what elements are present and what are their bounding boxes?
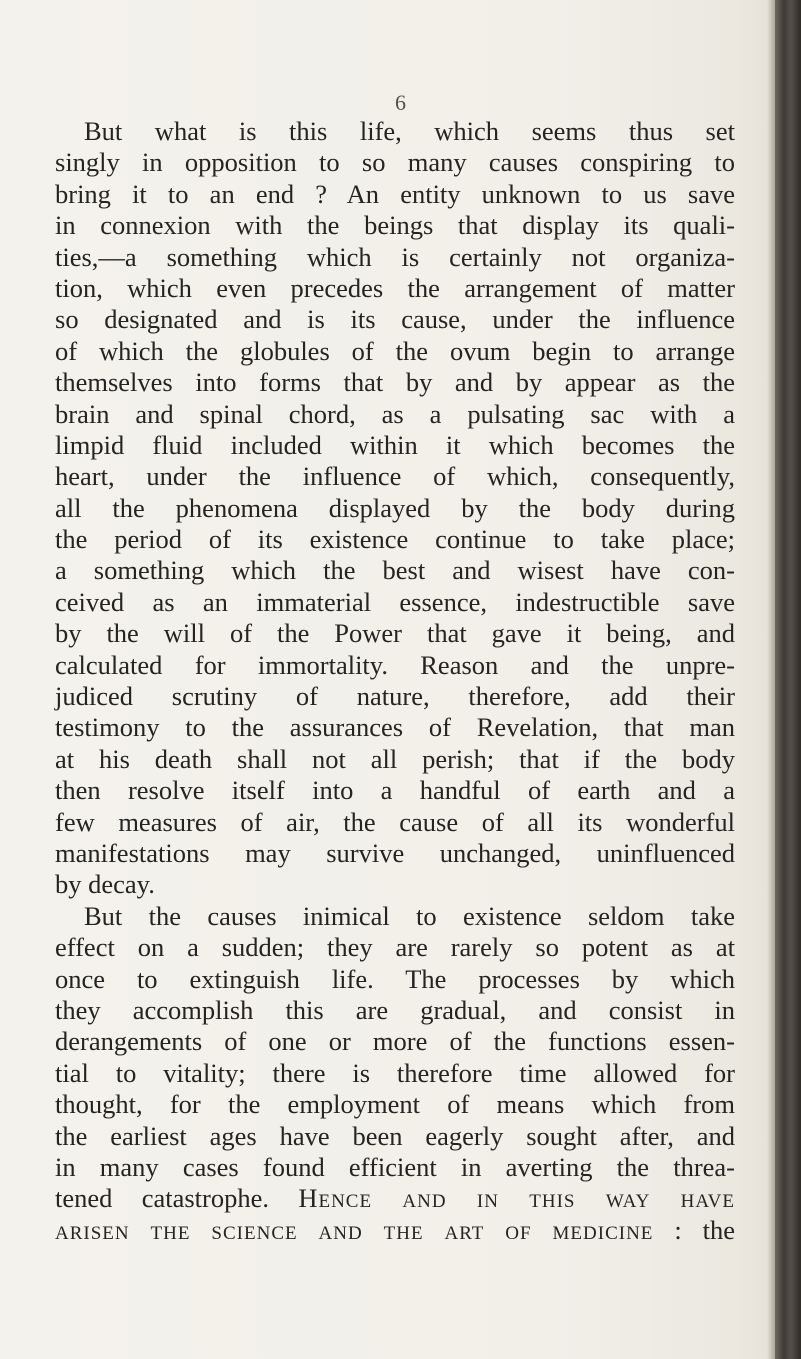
text-line: the earliest ages have been eagerly sought after, and — [55, 1120, 735, 1151]
text-line: by the will of the Power that gave it being, and — [55, 618, 735, 649]
text-line: at his death shall not all perish; that if the body — [55, 743, 735, 774]
small-caps-run: Hence and in this way have — [298, 1183, 735, 1214]
text-line: then resolve itself into a handful of earth and a — [55, 775, 735, 806]
text-line: effect on a sudden; they are rarely so potent as at — [55, 932, 735, 963]
text-line: testimony to the assurances of Revelation, that man — [55, 712, 735, 743]
text-line: But what is this life, which seems thus set — [84, 116, 735, 146]
text-line — [55, 1183, 735, 1214]
text-line: brain and spinal chord, as a pulsating sac with a — [55, 398, 735, 429]
text-line: manifestations may survive unchanged, uninfluenced — [55, 837, 735, 868]
text-line: so designated and is its cause, under the influence — [55, 304, 735, 335]
text-line: singly in opposition to so many causes conspiring to — [55, 147, 735, 178]
text-line — [55, 1215, 735, 1246]
text-line: the period of its existence continue to take place; — [55, 524, 735, 555]
small-caps-run: arisen the science and the art of medicine : — [55, 1214, 683, 1245]
text-line: they accomplish this are gradual, and consist in — [55, 994, 735, 1025]
text-line: in many cases found efficient in averting the threa- — [55, 1151, 735, 1182]
text-line: in connexion with the beings that display its quali- — [55, 210, 735, 241]
text-line: tion, which even precedes the arrangement of matter — [55, 272, 735, 303]
text-line: few measures of air, the cause of all its wonderful — [55, 806, 735, 837]
text-run: tened catastrophe. — [55, 1183, 269, 1214]
text-line: all the phenomena displayed by the body during — [55, 492, 735, 523]
body-text — [55, 116, 735, 1246]
text-line: once to extinguish life. The processes by which — [55, 963, 735, 994]
text-line: calculated for immortality. Reason and the unpre- — [55, 649, 735, 680]
text-line: But the causes inimical to existence seldom take — [84, 900, 735, 931]
text-line: bring it to an end ? An entity unknown to us save — [55, 178, 735, 209]
text-line: ties,—a something which is certainly not organiza- — [55, 241, 735, 272]
text-line: ceived as an immaterial essence, indestructible save — [55, 586, 735, 617]
text-line: tial to vitality; there is therefore time allowed for — [55, 1057, 735, 1088]
page-number: 6 — [395, 90, 406, 115]
text-line: heart, under the influence of which, consequently, — [55, 461, 735, 492]
text-line: limpid fluid included within it which becomes the — [55, 429, 735, 460]
text-line: of which the globules of the ovum begin to arrange — [55, 335, 735, 366]
book-binding — [775, 0, 801, 1359]
text-run: the — [702, 1214, 736, 1245]
text-line: themselves into forms that by and by appear as the — [55, 367, 735, 398]
text-line: thought, for the employment of means which from — [55, 1089, 735, 1120]
text-line: derangements of one or more of the functions essen- — [55, 1026, 735, 1057]
text-line: a something which the best and wisest have con- — [55, 555, 735, 586]
text-line: by decay. — [55, 869, 155, 900]
text-line: judiced scrutiny of nature, therefore, add their — [55, 681, 735, 712]
binding-shadow — [767, 0, 775, 1359]
